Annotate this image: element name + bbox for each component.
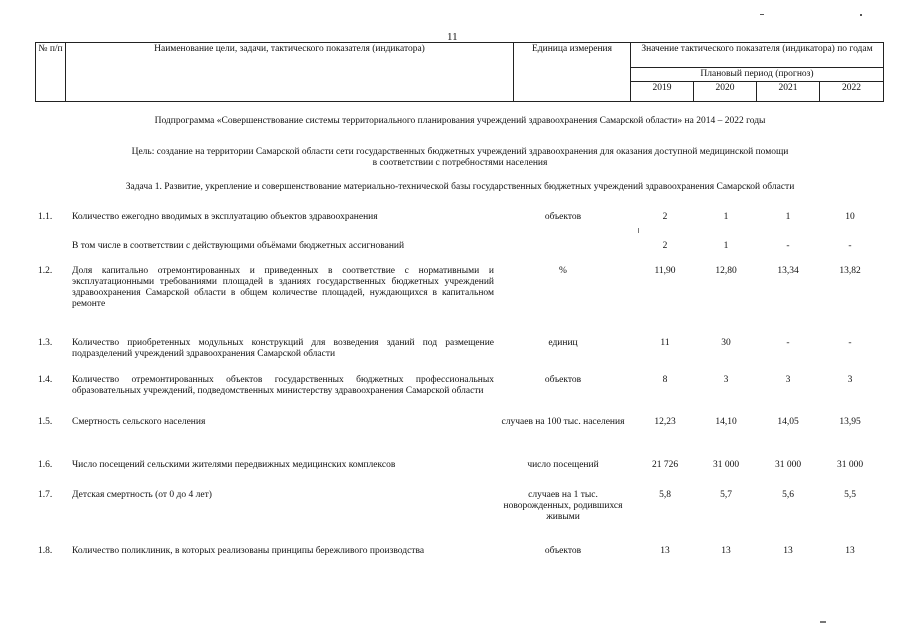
row-value-2019: 5,8 xyxy=(659,490,671,500)
header-year: 2022 xyxy=(820,81,884,101)
row-value-2021: 1 xyxy=(785,212,791,222)
header-year: 2021 xyxy=(757,81,820,101)
row-name: Количество ежегодно вводимых в эксплуатацию объектов здравоохранения xyxy=(72,212,378,222)
row-unit: объектов xyxy=(544,375,582,385)
row-value-2022: 13,95 xyxy=(839,417,861,427)
row-name: Число посещений сельскими жителями передвижных медицинских комплексов xyxy=(72,460,396,470)
row-value-2021: 13 xyxy=(783,546,793,556)
row-value-2022: 13 xyxy=(845,546,855,556)
row-number: 1.2. xyxy=(38,266,53,276)
row-name: Смертность сельского населения xyxy=(72,417,206,427)
row-value-2022: 31 000 xyxy=(836,460,864,470)
row-name: Количество отремонтированных объектов государственных бюджетных профессиональных образовательных учреждений, подведомственных министерству здравоохранения Самарской области xyxy=(72,375,494,396)
row-value-2019: 2 xyxy=(662,241,668,251)
row-unit: случаев на 100 тыс. населения xyxy=(501,417,625,427)
goal-line: в соответствии с потребностями населения xyxy=(372,157,548,168)
header-name: Наименование цели, задачи, тактического показателя (индикатора) xyxy=(66,43,514,102)
row-unit: случаев на 1 тыс. новорожденных, родившихся живыми xyxy=(503,490,623,522)
row-value-2019: 11 xyxy=(660,338,670,348)
row-unit: единиц xyxy=(548,338,578,348)
row-value-2020: 5,7 xyxy=(720,490,732,500)
scan-artifact xyxy=(760,14,764,15)
row-value-2022: - xyxy=(848,241,852,251)
row-value-2022: - xyxy=(848,338,852,348)
header-year: 2019 xyxy=(631,81,694,101)
row-value-2021: 13,34 xyxy=(777,266,799,276)
row-number: 1.8. xyxy=(38,546,53,556)
row-value-2021: 3 xyxy=(785,375,791,385)
header-year: 2020 xyxy=(694,81,757,101)
row-name: Количество приобретенных модульных конструкций для возведения зданий под размещение подразделений учреждений здравоохранения Самарской области xyxy=(72,338,494,359)
row-unit: объектов xyxy=(544,546,582,556)
header-unit: Единица измерения xyxy=(514,43,631,102)
row-value-2020: 1 xyxy=(723,212,729,222)
row-name: В том числе в соответствии с действующими объёмами бюджетных ассигнований xyxy=(72,241,405,251)
row-value-2021: - xyxy=(786,338,790,348)
row-value-2019: 12,23 xyxy=(654,417,676,427)
row-value-2021: 31 000 xyxy=(774,460,802,470)
header-value: Значение тактического показателя (индикатора) по годам xyxy=(631,43,884,68)
header-period: Плановый период (прогноз) xyxy=(631,68,884,82)
row-name: Доля капитально отремонтированных и приведенных в соответствие с нормативными и эксплуатационными требованиями площадей в зданиях государственных бюджетных учреждений здравоохранения Самарской области в общем количестве площадей, нуждающихся в капитальном ремонте xyxy=(72,266,494,309)
row-value-2019: 11,90 xyxy=(654,266,676,276)
task-title: Задача 1. Развитие, укрепление и совершенствование материально-технической базы государственных бюджетных учреждений здравоохранения Самарской области xyxy=(125,182,795,192)
goal-text xyxy=(40,147,880,169)
row-value-2021: - xyxy=(786,241,790,251)
row-value-2022: 5,5 xyxy=(844,490,856,500)
subprogram-title: Подпрограмма «Совершенствование системы территориального планирования учреждений здравоохранения Самарской области» на 2014 – 2022 годы xyxy=(154,116,766,126)
row-value-2022: 10 xyxy=(845,212,855,222)
scan-artifact xyxy=(638,228,639,233)
row-value-2020: 1 xyxy=(723,241,729,251)
row-unit: % xyxy=(559,266,567,276)
row-number: 1.7. xyxy=(38,490,53,500)
scan-artifact xyxy=(860,14,862,16)
row-name: Детская смертность (от 0 до 4 лет) xyxy=(72,490,212,500)
row-unit: число посещений xyxy=(527,460,599,470)
row-number: 1.6. xyxy=(38,460,53,470)
row-value-2020: 31 000 xyxy=(712,460,740,470)
row-unit: объектов xyxy=(544,212,582,222)
scan-artifact xyxy=(820,621,826,623)
row-number: 1.5. xyxy=(38,417,53,427)
row-value-2020: 3 xyxy=(723,375,729,385)
row-number: 1.3. xyxy=(38,338,53,348)
row-name: Количество поликлиник, в которых реализованы принципы бережливого производства xyxy=(72,546,425,556)
table-header xyxy=(35,42,884,102)
row-value-2020: 14,10 xyxy=(715,417,737,427)
header-num: № п/п xyxy=(36,43,66,102)
row-number: 1.4. xyxy=(38,375,53,385)
row-value-2019: 8 xyxy=(662,375,668,385)
goal-line: Цель: создание на территории Самарской области сети государственных бюджетных учреждений здравоохранения для оказания доступной медицинской помощи xyxy=(131,147,789,157)
row-value-2022: 13,82 xyxy=(839,266,861,276)
page-number: 11 xyxy=(447,31,458,43)
row-value-2022: 3 xyxy=(847,375,853,385)
row-value-2021: 14,05 xyxy=(777,417,799,427)
row-value-2019: 13 xyxy=(660,546,670,556)
row-value-2020: 13 xyxy=(721,546,731,556)
row-value-2020: 12,80 xyxy=(715,266,737,276)
row-value-2021: 5,6 xyxy=(782,490,794,500)
row-value-2019: 21 726 xyxy=(651,460,679,470)
row-value-2019: 2 xyxy=(662,212,668,222)
row-value-2020: 30 xyxy=(721,338,731,348)
row-number: 1.1. xyxy=(38,212,53,222)
